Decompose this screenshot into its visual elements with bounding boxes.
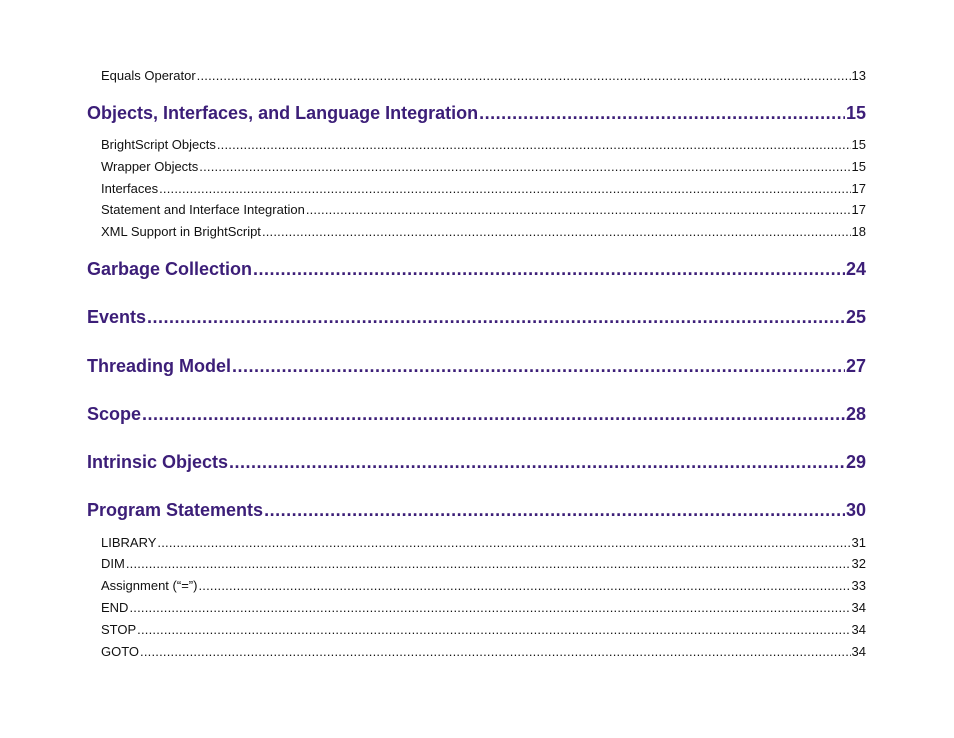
toc-heading-label: Threading Model [87,356,231,376]
dot-leader [264,498,845,522]
toc-heading-threading-model[interactable] [87,354,866,378]
toc-heading-page: 24 [845,259,866,279]
toc-entry-page: 34 [851,600,866,615]
dot-leader [157,534,850,552]
dot-leader [137,621,850,639]
toc-entry-dim[interactable] [101,555,866,573]
toc-heading-label: Events [87,307,147,327]
toc-entry-label: Statement and Interface Integration [101,202,305,217]
toc-entry-page: 34 [851,644,866,659]
dot-leader [217,136,851,154]
toc-entry-page: 32 [851,556,866,571]
dot-leader [197,67,851,85]
toc-heading-garbage-collection[interactable] [87,257,866,281]
toc-entry-page: 13 [851,68,866,83]
toc-heading-label: Garbage Collection [87,259,253,279]
toc-entry-page: 15 [851,159,866,174]
toc-entry-page: 18 [851,224,866,239]
dot-leader [232,354,845,378]
toc-heading-label: Scope [87,404,142,424]
toc-entry-label: Equals Operator [101,68,196,83]
dot-leader [262,223,851,241]
toc-heading-label: Objects, Interfaces, and Language Integration [87,103,479,123]
toc-entry-assignment[interactable] [101,577,866,595]
toc-heading-page: 25 [845,307,866,327]
dot-leader [159,180,850,198]
dot-leader [142,402,845,426]
toc-entry-page: 33 [851,578,866,593]
toc-heading-intrinsic-objects[interactable] [87,450,866,474]
toc-entry-end[interactable] [101,599,866,617]
toc-entry-goto[interactable] [101,643,866,661]
dot-leader [129,599,850,617]
toc-entry-interfaces[interactable] [101,180,866,198]
dot-leader [147,305,845,329]
toc-entry-wrapper-objects[interactable] [101,158,866,176]
toc-entry-page: 15 [851,137,866,152]
toc-heading-page: 30 [845,500,866,520]
toc-entry-library[interactable] [101,534,866,552]
dot-leader [198,577,850,595]
toc-heading-scope[interactable] [87,402,866,426]
toc-entry-label: BrightScript Objects [101,137,216,152]
toc-entry-label: GOTO [101,644,140,659]
toc-entry-page: 34 [851,622,866,637]
toc-entry-label: XML Support in BrightScript [101,224,261,239]
toc-entry-label: DIM [101,556,125,571]
toc-entry-label: Interfaces [101,181,159,196]
toc-entry-label: END [101,600,129,615]
dot-leader [140,643,850,661]
toc-entry-brightscript-objects[interactable] [101,136,866,154]
toc-heading-page: 27 [845,356,866,376]
toc-heading-program-statements[interactable] [87,498,866,522]
toc-entry-label: Assignment (“=”) [101,578,198,593]
dot-leader [253,257,845,281]
toc-entry-label: STOP [101,622,137,637]
dot-leader [229,450,845,474]
toc-entry-page: 17 [851,202,866,217]
toc-entry-stop[interactable] [101,621,866,639]
toc-entry-statement-interface-integration[interactable] [101,201,866,219]
toc-heading-label: Program Statements [87,500,264,520]
toc-entry-page: 17 [851,181,866,196]
toc-heading-events[interactable] [87,305,866,329]
dot-leader [479,101,845,125]
dot-leader [306,201,851,219]
toc-heading-label: Intrinsic Objects [87,452,229,472]
toc-heading-objects-interfaces[interactable] [87,101,866,125]
toc-entry-page: 31 [851,535,866,550]
toc-heading-page: 29 [845,452,866,472]
toc-heading-page: 15 [845,103,866,123]
toc-entry-equals-operator[interactable] [101,67,866,85]
toc-heading-page: 28 [845,404,866,424]
dot-leader [199,158,850,176]
toc-entry-xml-support[interactable] [101,223,866,241]
toc-entry-label: Wrapper Objects [101,159,199,174]
dot-leader [126,555,851,573]
toc-entry-label: LIBRARY [101,535,157,550]
